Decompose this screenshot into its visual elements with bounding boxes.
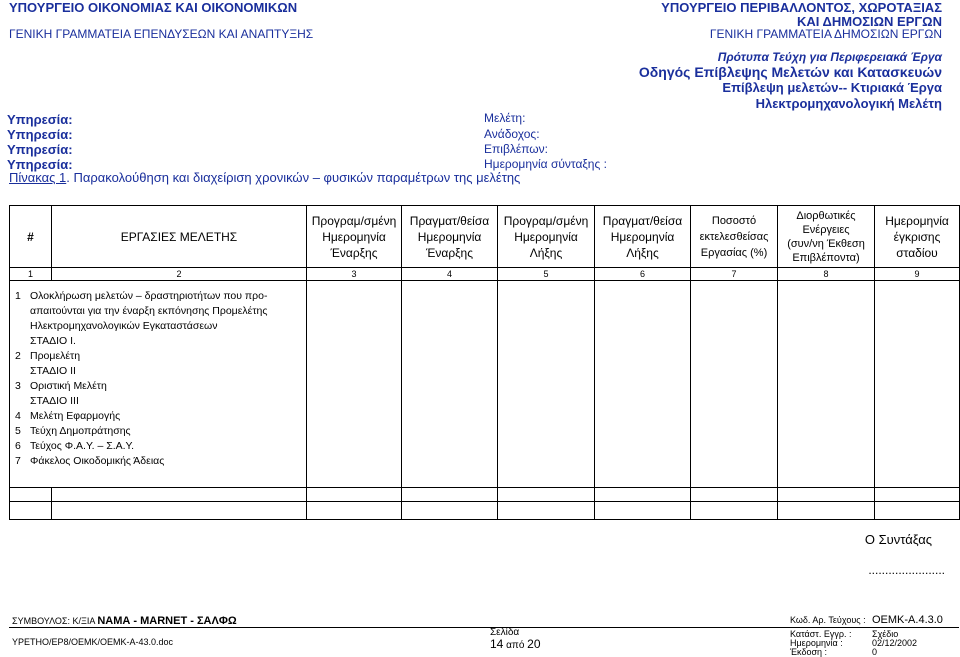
corrective-actions-cell[interactable] (778, 281, 875, 488)
table-row (10, 488, 960, 502)
meta-val-version: 0 (872, 647, 878, 657)
page-label: Σελίδα (490, 627, 520, 638)
list-item: ΣΤΑΔΙΟ Ι. (30, 335, 76, 347)
ministry-environment-title: ΥΠΟΥΡΓΕΙΟ ΠΕΡΙΒΑΛΛΟΝΤΟΣ, ΧΩΡΟΤΑΞΙΑΣ (661, 0, 942, 15)
list-item: 7 Φάκελος Οικοδομικής Άδειας (15, 455, 165, 467)
study-label: Μελέτη: (484, 111, 526, 125)
header-number: # (10, 206, 52, 268)
meta-key-version: Έκδοση : (790, 647, 828, 657)
electromechanical-study-subtitle: Ηλεκτρομηχανολογική Μελέτη (755, 96, 942, 111)
completion-percent-cell[interactable] (691, 281, 778, 488)
general-secretariat-investment: ΓΕΝΙΚΗ ΓΡΑΜΜΑΤΕΙΑ ΕΠΕΝΔΥΣΕΩΝ ΚΑΙ ΑΝΑΠΤΥΞΗΣ (9, 27, 314, 41)
list-item: απαιτούνται για την έναρξη εκπόνησης Προμελέτης (30, 305, 268, 317)
list-item: ΣΤΑΔΙΟ ΙΙ (30, 365, 76, 377)
guide-title: Οδηγός Επίβλεψης Μελετών και Κατασκευών (638, 64, 942, 80)
service-label-4: Υπηρεσία: (7, 157, 73, 172)
standard-documents-subtitle: Πρότυπα Τεύχη για Περιφερειακά Έργα (717, 50, 942, 64)
actual-end-cell[interactable] (595, 281, 691, 488)
list-item: Ηλεκτρομηχανολογικών Εγκαταστάσεων (30, 320, 218, 332)
header-corrective-actions: Διορθωτικές Ενέργειες (συν/νη Έκθεση Επιβλέποντα) (778, 206, 875, 268)
meta-val-code: ΟΕΜΚ-Α.4.3.0 (872, 614, 943, 626)
header-approval-date: Ημερομηνία έγκρισης σταδίου (875, 206, 960, 268)
table-caption-text: . Παρακολούθηση και διαχείριση χρονικών – φυσικών παραμέτρων της μελέτης (66, 170, 521, 185)
contractor-label: Ανάδοχος: (484, 127, 540, 141)
meta-val-date: 02/12/2002 (872, 638, 918, 648)
meta-val-status: Σχέδιο (872, 629, 899, 639)
ministry-environment-title-2: ΚΑΙ ΔΗΜΟΣΙΩΝ ΕΡΓΩΝ (797, 14, 942, 29)
table-row (10, 502, 960, 520)
page-indicator: 14 από 20 (490, 637, 541, 651)
meta-key-status: Κατάστ. Εγγρ. : (790, 629, 852, 639)
header-actual-start: Πραγματ/θείσα Ημερομηνία Έναρξης (402, 206, 498, 268)
col-number-1: 1 (10, 268, 52, 281)
table-caption (9, 170, 520, 185)
list-item: ΣΤΑΔΙΟ ΙΙΙ (30, 395, 79, 407)
service-label-2: Υπηρεσία: (7, 127, 73, 142)
col-number-4: 4 (402, 268, 498, 281)
planned-start-cell[interactable] (307, 281, 402, 488)
list-item: 1 Ολοκλήρωση μελετών – δραστηριοτήτων που προ- (15, 290, 268, 302)
general-secretariat-public-works: ΓΕΝΙΚΗ ΓΡΑΜΜΑΤΕΙΑ ΔΗΜΟΣΙΩΝ ΕΡΓΩΝ (709, 27, 942, 41)
col-number-9: 9 (875, 268, 960, 281)
signature-line: ....................... (868, 563, 945, 577)
footer-divider (9, 627, 959, 628)
header-planned-end: Προγραμ/σμένη Ημερομηνία Λήξης (498, 206, 595, 268)
tracking-table (9, 205, 960, 520)
meta-key-date: Ημερομηνία : (790, 638, 843, 648)
service-label-1: Υπηρεσία: (7, 112, 73, 127)
drafter-label: Ο Συντάξας (864, 532, 932, 547)
col-number-7: 7 (691, 268, 778, 281)
works-list (10, 281, 306, 469)
list-item: 2 Προμελέτη (15, 350, 81, 362)
drafting-date-label: Ημερομηνία σύνταξης : (484, 157, 607, 171)
list-item: 6 Τεύχος Φ.Α.Υ. – Σ.Α.Υ. (15, 440, 135, 452)
works-list-cell (10, 281, 307, 488)
header-works: ΕΡΓΑΣΙΕΣ ΜΕΛΕΤΗΣ (52, 206, 307, 268)
header-planned-start: Προγραμ/σμένη Ημερομηνία Έναρξης (307, 206, 402, 268)
supervision-subtitle: Επίβλεψη μελετών-- Κτιριακά Έργα (722, 80, 942, 95)
col-number-6: 6 (595, 268, 691, 281)
actual-start-cell[interactable] (402, 281, 498, 488)
doc-path: ΥΡΕΤΗΟ/ΕΡ8/ΟΕΜΚ/ΟΕΜΚ-Α-43.0.doc (12, 637, 174, 647)
col-number-3: 3 (307, 268, 402, 281)
header-actual-end: Πραγματ/θείσα Ημερομηνία Λήξης (595, 206, 691, 268)
planned-end-cell[interactable] (498, 281, 595, 488)
header-completion-percent: Ποσοστό εκτελεσθείσας Εργασίας (%) (691, 206, 778, 268)
advisor-line (12, 615, 237, 627)
advisor-label: ΣΥΜΒΟΥΛΟΣ: Κ/ΞΙΑ (12, 616, 98, 626)
list-item: 3 Οριστική Μελέτη (15, 380, 107, 392)
advisor-name: ΝΑΜΑ - MARNET - ΣΑΛΦΩ (97, 615, 237, 627)
col-number-8: 8 (778, 268, 875, 281)
col-number-5: 5 (498, 268, 595, 281)
list-item: 4 Μελέτη Εφαρμογής (15, 410, 121, 422)
meta-key-code: Κωδ. Αρ. Τεύχους : (790, 615, 866, 625)
service-label-3: Υπηρεσία: (7, 142, 73, 157)
supervisors-label: Επιβλέπων: (484, 142, 549, 156)
ministry-finance-title: ΥΠΟΥΡΓΕΙΟ ΟΙΚΟΝΟΜΙΑΣ ΚΑΙ ΟΙΚΟΝΟΜΙΚΩΝ (9, 0, 298, 15)
col-number-2: 2 (52, 268, 307, 281)
list-item: 5 Τεύχη Δημοπράτησης (15, 425, 131, 437)
table-caption-label: Πίνακας 1 (9, 170, 67, 185)
approval-date-cell[interactable] (875, 281, 960, 488)
